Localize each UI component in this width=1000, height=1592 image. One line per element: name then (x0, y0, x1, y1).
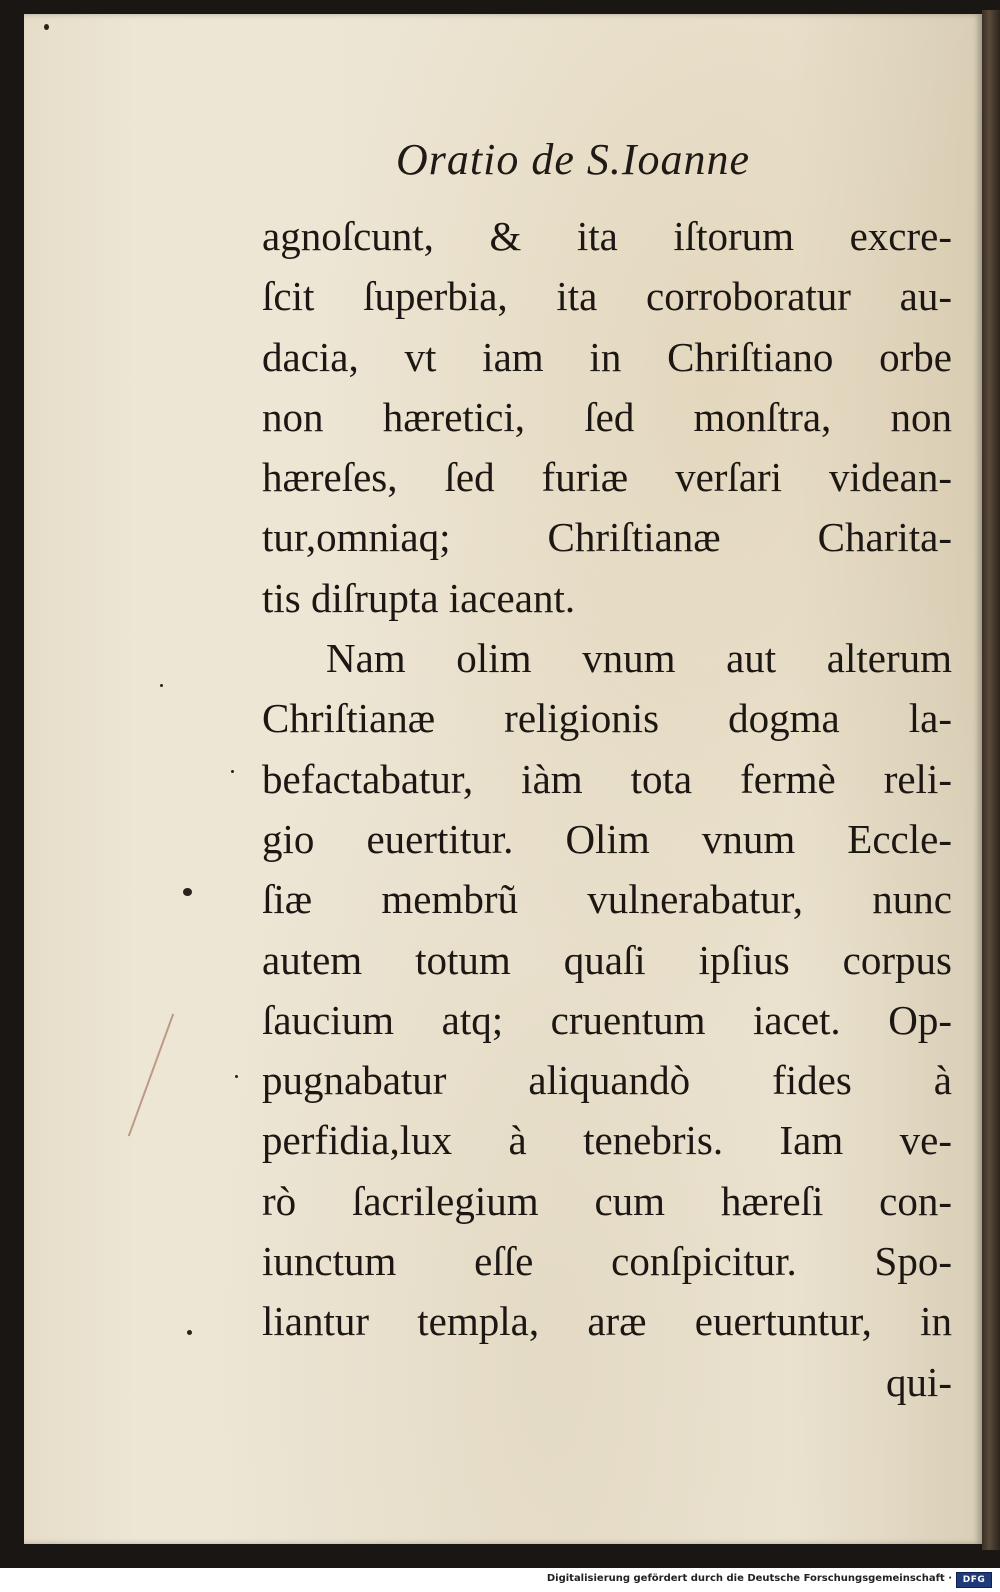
ink-fleck (235, 1075, 238, 1078)
text-line: ſaucium atq; cruentum iacet. Op- (262, 996, 952, 1043)
text-line: befactabatur, iàm tota fermè reli- (262, 755, 952, 802)
ink-fleck (231, 770, 234, 773)
body-text (262, 206, 952, 1412)
ink-fleck (187, 1330, 192, 1335)
ink-fleck (160, 684, 163, 687)
text-line: iunctum eſſe conſpicitur. Spo- (262, 1238, 952, 1285)
text-line: non hæretici, ſed monſtra, non (262, 393, 952, 440)
footer-credit: Digitalisierung gefördert durch die Deutsche Forschungsgemeinschaft · (546, 1573, 952, 1584)
text-line: Chriſtianæ religionis dogma la- (262, 695, 952, 742)
text-line: gio euertitur. Olim vnum Eccle- (262, 815, 952, 862)
text-line: hæreſes, ſed furiæ verſari videan- (262, 454, 952, 501)
text-line: rò ſacrilegium cum hæreſi con- (262, 1177, 952, 1224)
text-line: perfidia,lux à tenebris. Iam ve- (262, 1117, 952, 1164)
dfg-logo: DFG (956, 1572, 992, 1588)
ink-fleck (44, 24, 49, 30)
running-head: Oratio de S.Ioanne (396, 135, 751, 184)
catchword: qui- (885, 1358, 952, 1405)
text-line: dacia, vt iam in Chriſtiano orbe (262, 333, 952, 380)
text-line: liantur templa, aræ euertuntur, in (262, 1298, 952, 1345)
text-line: ſcit ſuperbia, ita corroboratur au- (262, 273, 952, 320)
text-line: pugnabatur aliquandò fides à (262, 1057, 952, 1104)
text-line: tis diſrupta iaceant. (262, 574, 576, 621)
ink-fleck (183, 888, 192, 896)
paragraph-start-line: Nam olim vnum aut alterum (326, 635, 952, 682)
text-line: agnoſcunt, & ita iſtorum excre- (262, 213, 952, 259)
page-edge (982, 10, 1000, 1550)
text-line: tur,omniaq; Chriſtianæ Charita- (262, 514, 952, 561)
text-line: autem totum quaſi ipſius corpus (262, 936, 952, 983)
text-line: ſiæ membrũ vulnerabatur, nunc (262, 876, 952, 923)
